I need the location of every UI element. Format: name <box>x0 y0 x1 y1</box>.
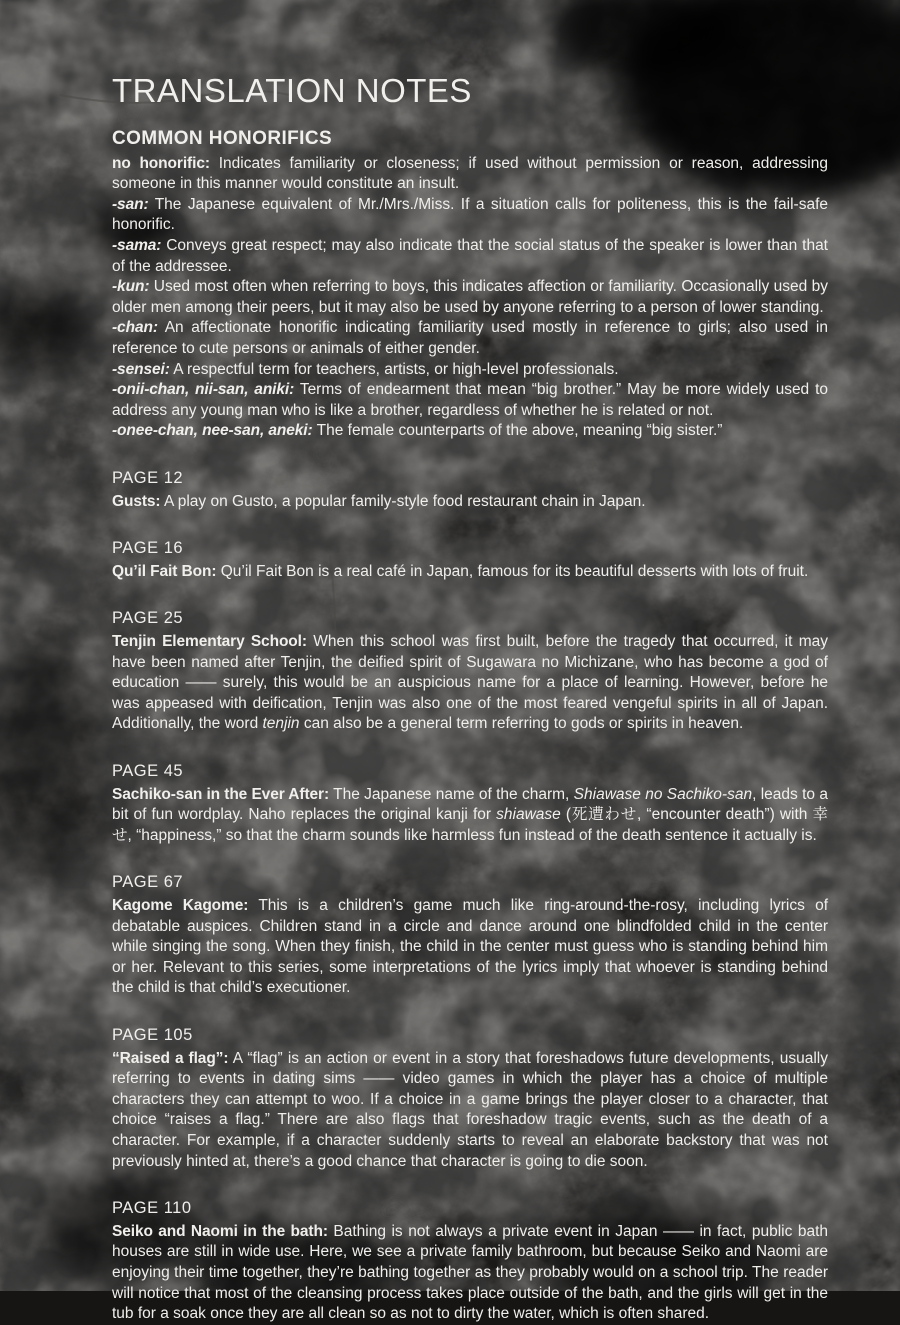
section-heading: PAGE 45 <box>112 762 184 781</box>
notes-column <box>112 72 828 1325</box>
note-entry: “Raised a flag”: A “flag” is an action or event in a story that foreshadows future developments, usually referring to events in dating sims —— video games in which the player has a choice of multiple characters they can attempt to woo. If a choice in a game brings the player closer to a character, that choice “raises a flag.” There are also flags that foreshadow tragic events, such as the death of a character. For example, if a character suddenly starts to reveal an elaborate backstory that was not previously hinted at, there’s a good chance that character is going to die soon. <box>112 1049 828 1170</box>
note-entry: Qu’il Fait Bon: Qu’il Fait Bon is a real café in Japan, famous for its beautiful desserts with lots of fruit. <box>112 562 809 580</box>
section-heading: PAGE 12 <box>112 469 184 487</box>
section-heading: PAGE 105 <box>112 1026 193 1045</box>
note-entry: -kun: Used most often when referring to boys, this indicates affection or familiarity. Occasionally used by older men among their peers, but it may also be used by anyone referring to a person of lower standing. <box>112 278 828 316</box>
note-term: Seiko and Naomi in the bath: <box>112 1222 328 1240</box>
note-entry: -chan: An affectionate honorific indicating familiarity used mostly in reference to girls; also used in reference to cute persons or animals of either gender. <box>112 319 828 358</box>
italic-term: tenjin <box>262 715 300 733</box>
note-entry: -sensei: A respectful term for teachers, artists, or high-level professionals. <box>112 360 619 378</box>
section-page-16 <box>112 538 828 582</box>
note-term: -chan: <box>112 319 158 337</box>
note-term: Qu’il Fait Bon: <box>112 562 217 580</box>
section-heading: PAGE 16 <box>112 539 184 558</box>
note-term: “Raised a flag”: <box>112 1049 229 1067</box>
note-term: no honorific: <box>112 154 210 172</box>
italic-term: Shiawase no Sachiko-san <box>573 785 753 803</box>
note-term: -sensei: <box>112 360 170 378</box>
note-term: Kagome Kagome: <box>112 897 249 915</box>
note-entry: -san: The Japanese equivalent of Mr./Mrs./Miss. If a situation calls for politeness, this is the fail-safe honorific. <box>112 195 828 234</box>
note-entry: no honorific: Indicates familiarity or closeness; if used without permission or reason, addressing someone in this manner would constitute an insult. <box>112 154 828 193</box>
note-term: Sachiko-san in the Ever After: <box>112 785 330 803</box>
note-entry: -sama: Conveys great respect; may also indicate that the social status of the speaker is lower than that of the addressee. <box>112 237 828 275</box>
section-page-67 <box>112 872 828 999</box>
section-page-25 <box>112 608 828 735</box>
note-term: -onii-chan, nii-san, aniki: <box>112 381 295 399</box>
section-heading: PAGE 25 <box>112 609 184 628</box>
section-common-honorifics <box>112 127 828 442</box>
note-entry: Seiko and Naomi in the bath: Bathing is not always a private event in Japan —— in fact, public bath houses are still in wide use. Here, we see a private family bathroom, but because Seiko and Naomi are enjoying their time together, they’re bathing together as they probably would on a school trip. The reader will notice that most of the cleansing process takes place outside of the bath, and the girls will get in the tub for a soak once they are all clean so as not to dirty the water, which is often shared. <box>112 1222 829 1323</box>
note-term: Tenjin Elementary School: <box>112 633 307 651</box>
note-term: Gusts: <box>112 492 161 510</box>
note-entry: Kagome Kagome: This is a children’s game much like ring-around-the-rosy, including lyrics of debatable auspices. Children stand in a circle and dance around one blindfolded child in the center while singing the song. When they finish, the child in the center must guess who is standing behind him or her. Relevant to this series, some interpretations of the lyrics imply that whoever is standing behind the child is that child’s executioner. <box>112 897 829 997</box>
notes-sections <box>112 127 828 1325</box>
section-heading: PAGE 67 <box>112 873 184 892</box>
note-term: -onee-chan, nee-san, aneki: <box>112 422 313 440</box>
note-entry: Sachiko-san in the Ever After: The Japanese name of the charm, Shiawase no Sachiko-san, leads to a bit of fun wordplay. Naho replaces the original kanji for shiawase (死遭わせ, “encounter death”) with 幸せ, “happiness,” so that the charm sounds like harmless fun instead of the death sentence it actually is. <box>112 785 829 844</box>
section-page-12 <box>112 468 828 512</box>
italic-term: shiawase <box>496 806 561 824</box>
note-entry: Gusts: A play on Gusto, a popular family-style food restaurant chain in Japan. <box>112 492 646 510</box>
note-term: -kun: <box>112 278 150 296</box>
section-page-45 <box>112 761 828 846</box>
page-title: TRANSLATION NOTES <box>112 72 472 109</box>
section-heading: COMMON HONORIFICS <box>112 127 333 149</box>
note-term: -sama: <box>112 237 162 255</box>
section-page-105 <box>112 1025 828 1172</box>
section-heading: PAGE 110 <box>112 1199 192 1218</box>
note-entry: Tenjin Elementary School: When this school was first built, before the tragedy that occurred, it may have been named after Tenjin, the deified spirit of Sugawara no Michizane, who has become a god of education —— surely, this would be an auspicious name for a place of learning. However, before he was appeased with deification, Tenjin was also one of the most feared vengeful spirits in all of Japan. Additionally, the word tenjin can also be a general term referring to gods or spirits in heaven. <box>112 633 828 733</box>
note-entry: -onee-chan, nee-san, aneki: The female counterparts of the above, meaning “big sister.” <box>112 422 723 440</box>
note-entry: -onii-chan, nii-san, aniki: Terms of endearment that mean “big brother.” May be more widely used to address any young man who is like a brother, regardless of whether he is related or not. <box>112 381 828 419</box>
note-term: -san: <box>112 195 149 213</box>
section-page-110 <box>112 1198 828 1325</box>
